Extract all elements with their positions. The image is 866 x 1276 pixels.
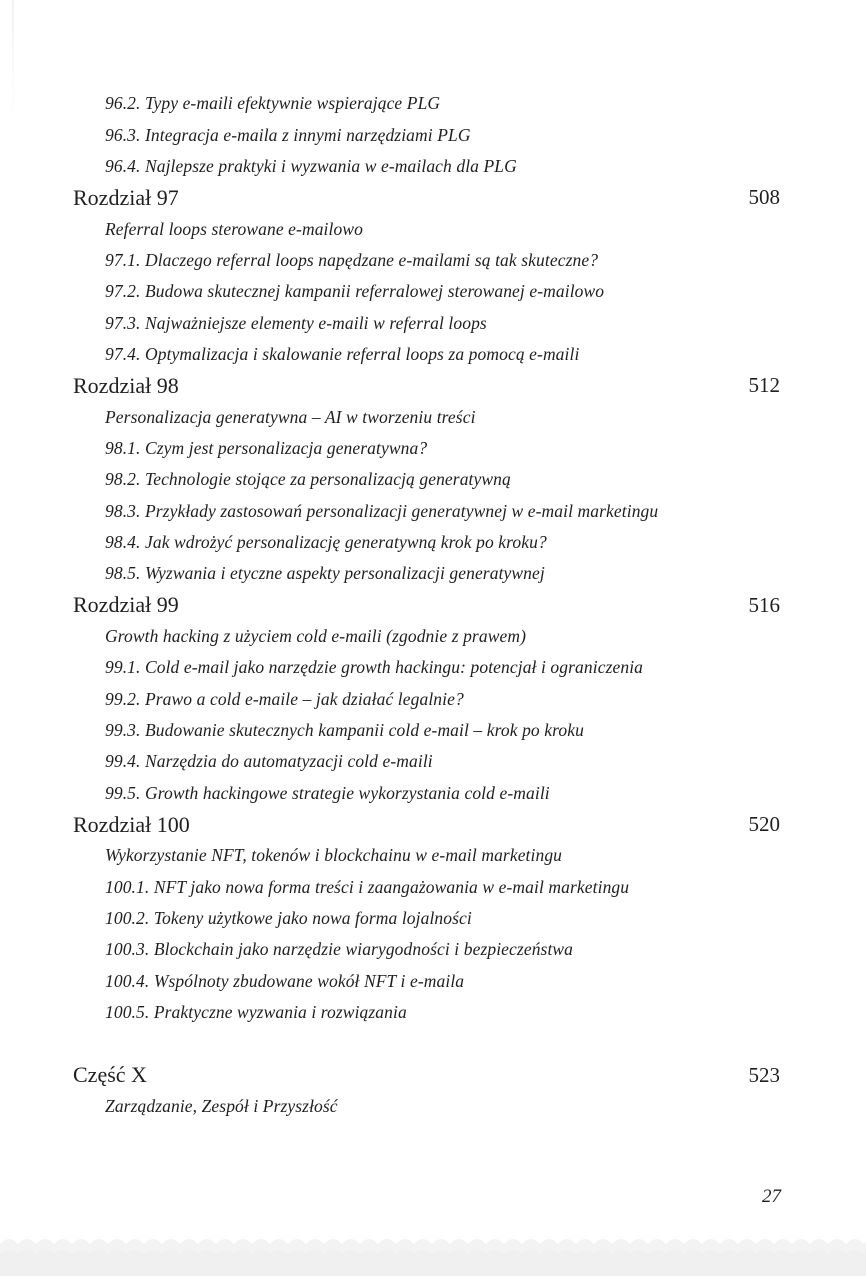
toc-item-text: 99.2. Prawo a cold e-maile – jak działać legalnie? [105, 688, 464, 709]
toc-page-number: 508 [748, 185, 780, 210]
toc-item-text: Growth hacking z użyciem cold e-maili (zgodnie z prawem) [105, 626, 526, 647]
toc-page-number: 520 [748, 812, 780, 837]
toc-heading-text: Rozdział 97 [73, 184, 179, 210]
toc-item-text: Referral loops sterowane e-mailowo [105, 218, 363, 239]
toc-item-text: 100.2. Tokeny użytkowe jako nowa forma lojalności [105, 908, 472, 929]
toc-item-text: 97.2. Budowa skutecznej kampanii referralowej sterowanej e-mailowo [105, 281, 605, 302]
toc-item [73, 1091, 780, 1122]
toc-heading-row [73, 590, 780, 621]
toc-item-text: Wykorzystanie NFT, tokenów i blockchainu w e-mail marketingu [105, 845, 563, 866]
toc-heading-row [73, 809, 780, 840]
toc-item-text: 98.1. Czym jest personalizacja generatywna? [105, 437, 428, 458]
toc-item [73, 684, 780, 715]
toc-item-text: 96.3. Integracja e-maila z innymi narzędziami PLG [105, 124, 471, 145]
toc-item-text: 98.3. Przykłady zastosowań personalizacji generatywnej w e-mail marketingu [105, 500, 659, 521]
toc-item-text: 98.4. Jak wdrożyć personalizację generatywną krok po kroku? [105, 531, 547, 552]
toc-heading-row [73, 370, 780, 401]
toc-item [73, 119, 780, 150]
toc-item [73, 401, 780, 432]
toc-item-text: 96.4. Najlepsze praktyki i wyzwania w e-mailach dla PLG [105, 155, 517, 176]
toc-item [73, 464, 780, 495]
toc-page-number: 516 [748, 592, 780, 617]
toc-item [73, 652, 780, 683]
toc-heading-text: Rozdział 99 [73, 592, 179, 618]
toc-item [73, 872, 780, 903]
toc-item [73, 433, 780, 464]
deckle-edge-graphic [0, 1222, 866, 1276]
toc-item [73, 339, 780, 370]
toc-item [73, 903, 780, 934]
toc-item [73, 746, 780, 777]
toc-item [73, 621, 780, 652]
toc-item-text: 100.5. Praktyczne wyzwania i rozwiązania [105, 1002, 407, 1023]
toc-item [73, 495, 780, 526]
toc-item [73, 558, 780, 589]
page-left-edge-shadow [12, 0, 14, 120]
toc-item-text: 97.3. Najważniejsze elementy e-maili w referral loops [105, 312, 487, 333]
toc-item-text: 97.4. Optymalizacja i skalowanie referral loops za pomocą e-maili [105, 343, 580, 364]
toc-item-text: 99.4. Narzędzia do automatyzacji cold e-maili [105, 751, 433, 772]
toc-item-text: 98.5. Wyzwania i etyczne aspekty personalizacji generatywnej [105, 563, 545, 584]
table-of-contents [73, 88, 780, 1122]
toc-item [73, 966, 780, 997]
toc-item-text: 98.2. Technologie stojące za personalizacją generatywną [105, 469, 511, 490]
toc-item-text: 99.5. Growth hackingowe strategie wykorzystania cold e-maili [105, 782, 550, 803]
toc-item [73, 307, 780, 338]
toc-heading-text: Część X [73, 1062, 147, 1088]
toc-item [73, 715, 780, 746]
toc-item [73, 778, 780, 809]
toc-item [73, 276, 780, 307]
toc-heading-text: Rozdział 100 [73, 811, 190, 837]
toc-item-text: Personalizacja generatywna – AI w tworzeniu treści [105, 406, 476, 427]
toc-heading-row [73, 182, 780, 213]
toc-item [73, 213, 780, 244]
toc-item [73, 245, 780, 276]
toc-page-number: 512 [748, 373, 780, 398]
toc-item-text: Zarządzanie, Zespół i Przyszłość [105, 1096, 338, 1117]
toc-item-text: 100.3. Blockchain jako narzędzie wiarygodności i bezpieczeństwa [105, 939, 574, 960]
toc-page-number: 523 [748, 1062, 780, 1087]
toc-item [73, 151, 780, 182]
toc-item-text: 97.1. Dlaczego referral loops napędzane e-mailami są tak skuteczne? [105, 249, 599, 270]
toc-item [73, 840, 780, 871]
toc-item [73, 527, 780, 558]
page-number: 27 [762, 1186, 781, 1207]
toc-item-text: 96.2. Typy e-maili efektywnie wspierające PLG [105, 93, 441, 114]
toc-item-text: 100.4. Wspólnoty zbudowane wokół NFT i e-maila [105, 970, 465, 991]
toc-item [73, 88, 780, 119]
toc-item-text: 99.3. Budowanie skutecznych kampanii cold e-mail – krok po kroku [105, 720, 584, 741]
toc-heading-row [73, 1060, 780, 1091]
toc-heading-text: Rozdział 98 [73, 372, 179, 398]
page-bottom-deckle-edge [0, 1222, 866, 1276]
toc-item-text: 100.1. NFT jako nowa forma treści i zaangażowania w e-mail marketingu [105, 876, 630, 897]
toc-item-text: 99.1. Cold e-mail jako narzędzie growth hackingu: potencjał i ograniczenia [105, 657, 644, 678]
toc-item [73, 934, 780, 965]
toc-item [73, 997, 780, 1028]
